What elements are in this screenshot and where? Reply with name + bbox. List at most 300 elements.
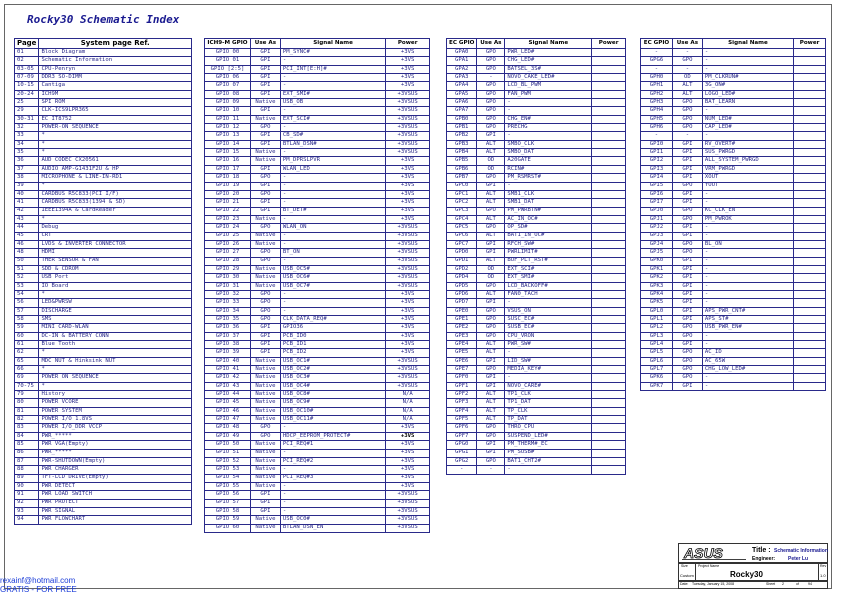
table-cell: GPL5	[641, 349, 673, 357]
table-cell: -	[702, 107, 793, 115]
table-cell	[592, 290, 626, 298]
table-cell: GPK0	[641, 257, 673, 265]
table-cell	[592, 49, 626, 57]
table-cell: USB_OC0#	[280, 516, 385, 524]
table-cell: +3VSUS	[386, 249, 430, 257]
table-cell: Native	[250, 416, 280, 424]
table-row	[447, 65, 626, 73]
table-row	[15, 207, 192, 215]
rev-label: Rev	[820, 564, 827, 568]
table-cell: AUDIO AMP-G1431F2U & HP	[39, 165, 192, 173]
table-row	[447, 349, 626, 357]
sheet-label: Sheet	[766, 582, 776, 586]
table-cell: 07-09	[15, 74, 39, 82]
table-cell	[592, 416, 626, 424]
table-row	[205, 49, 430, 57]
table-cell	[592, 357, 626, 365]
table-cell: 86	[15, 449, 39, 457]
table-cell: GPL1	[641, 316, 673, 324]
table-cell	[592, 391, 626, 399]
table-row	[205, 441, 430, 449]
table-cell: ALT	[672, 82, 702, 90]
table-cell: PWR_*****	[39, 432, 192, 440]
table-cell: -	[702, 382, 793, 390]
table-cell: +3VSUS	[386, 357, 430, 365]
table-cell: GPIO 23	[205, 215, 251, 223]
table-cell	[592, 199, 626, 207]
table-row	[15, 99, 192, 107]
table-cell: Native	[250, 407, 280, 415]
table-cell	[794, 132, 826, 140]
table-cell: SMB1_DAT	[505, 199, 592, 207]
table-row	[641, 324, 826, 332]
table-cell: -	[280, 466, 385, 474]
table-row	[447, 407, 626, 415]
table-cell: GPIO 00	[205, 49, 251, 57]
table-row	[641, 174, 826, 182]
table-row	[205, 349, 430, 357]
ec-gpio-table-1	[446, 38, 626, 475]
table-cell: GPO	[477, 332, 505, 340]
table-cell: Native	[250, 382, 280, 390]
table-cell: GPI	[672, 290, 702, 298]
table-cell: GPC7	[447, 240, 477, 248]
table-cell: +3VSUS	[386, 99, 430, 107]
table-cell: +3VS	[386, 474, 430, 482]
table-row	[15, 232, 192, 240]
table-cell: GPI	[672, 382, 702, 390]
table-cell: DISCHARGE	[39, 307, 192, 315]
table-cell: USB_OC10#	[280, 407, 385, 415]
table-row	[205, 407, 430, 415]
table-cell: PCB_ID0	[280, 332, 385, 340]
table-cell	[794, 274, 826, 282]
table-cell: -	[702, 49, 793, 57]
table-cell	[592, 240, 626, 248]
table-cell: +3VSUS	[386, 499, 430, 507]
table-cell: GPK5	[641, 299, 673, 307]
table-row	[205, 491, 430, 499]
table-cell: RFCH_SW#	[505, 240, 592, 248]
table-cell: -	[702, 199, 793, 207]
table-cell: +3VS	[386, 190, 430, 198]
table-cell: ALT	[477, 407, 505, 415]
table-cell: GPL2	[641, 324, 673, 332]
table-cell: +3VS	[386, 74, 430, 82]
table-cell: GPF2	[447, 391, 477, 399]
table-row	[205, 524, 430, 532]
table-cell: N/A	[386, 416, 430, 424]
table-cell: +3VS	[386, 307, 430, 315]
table-cell: 80	[15, 399, 39, 407]
table-cell: +3VSUS	[386, 274, 430, 282]
table-cell: CARDBUS R5C833(1394 & SD)	[39, 199, 192, 207]
table-cell	[592, 124, 626, 132]
table-cell: -	[280, 307, 385, 315]
table-row	[641, 82, 826, 90]
of-value: 94	[808, 582, 812, 586]
column-header: Power	[794, 39, 826, 49]
table-row	[15, 507, 192, 515]
table-row	[447, 324, 626, 332]
table-cell: GPO	[250, 190, 280, 198]
sheet-value: 2	[782, 582, 784, 586]
table-cell: MEDIA_KEY#	[505, 366, 592, 374]
table-cell: BT_DET#	[280, 207, 385, 215]
date-label: Date:	[680, 582, 689, 586]
watermark-free: GRATIS - FOR FREE	[0, 585, 77, 594]
table-cell: PWR LOAD SWITCH	[39, 491, 192, 499]
table-cell: GPO	[477, 432, 505, 440]
table-cell: GPO	[477, 49, 505, 57]
table-cell: -	[702, 341, 793, 349]
table-cell: +3VS	[386, 457, 430, 465]
table-cell: +3VSUS	[386, 240, 430, 248]
table-cell	[794, 349, 826, 357]
table-cell	[592, 140, 626, 148]
table-cell: 90	[15, 482, 39, 490]
table-cell: GPIO 15	[205, 149, 251, 157]
table-cell	[794, 299, 826, 307]
table-cell: SPI ROM	[39, 99, 192, 107]
table-cell: GPIO 22	[205, 207, 251, 215]
table-row	[447, 449, 626, 457]
table-cell: GPO	[477, 99, 505, 107]
table-cell	[592, 399, 626, 407]
table-cell: RCIN#	[505, 165, 592, 173]
table-cell: GPC1	[447, 190, 477, 198]
page-title: Rocky30 Schematic Index	[27, 13, 180, 26]
table-row	[15, 249, 192, 257]
table-cell: -	[672, 49, 702, 57]
table-cell: GPIO 31	[205, 282, 251, 290]
table-cell: ALT	[477, 215, 505, 223]
table-cell: GPIO 53	[205, 466, 251, 474]
table-cell: 39	[15, 182, 39, 190]
table-cell: TP_DAT	[505, 416, 592, 424]
table-cell: ALT	[477, 232, 505, 240]
table-cell: +3VS	[386, 441, 430, 449]
table-row	[15, 107, 192, 115]
table-row	[205, 332, 430, 340]
table-row	[205, 357, 430, 365]
table-row	[205, 207, 430, 215]
table-cell: PM_PWROK	[702, 215, 793, 223]
table-cell: GPI	[672, 257, 702, 265]
table-cell: GPO	[672, 249, 702, 257]
table-cell: +3VSUS	[386, 516, 430, 524]
table-cell: USB_OC2#	[280, 366, 385, 374]
table-cell: Native	[250, 115, 280, 123]
table-row	[15, 74, 192, 82]
table-cell: POWER-ON SEQUENCE	[39, 124, 192, 132]
column-header: Use As	[672, 39, 702, 49]
table-cell	[794, 232, 826, 240]
table-cell: GPI	[250, 74, 280, 82]
table-cell: 69	[15, 374, 39, 382]
table-cell: PWR_*****	[39, 449, 192, 457]
table-cell: Schematic Information	[39, 57, 192, 65]
table-cell: -	[280, 240, 385, 248]
table-cell: GPH0	[641, 74, 673, 82]
table-row	[205, 174, 430, 182]
table-cell: GPO	[672, 374, 702, 382]
table-cell: 29	[15, 107, 39, 115]
table-cell: +3VS	[386, 482, 430, 490]
table-cell	[794, 215, 826, 223]
table-cell: +3VS	[386, 349, 430, 357]
column-header: System page Ref.	[39, 39, 192, 49]
table-cell: GPE7	[447, 366, 477, 374]
table-cell: ICH9M	[39, 90, 192, 98]
table-cell	[794, 290, 826, 298]
table-cell: BT_ON	[280, 249, 385, 257]
table-cell: Native	[250, 265, 280, 273]
table-cell: PWR DETECT	[39, 482, 192, 490]
table-cell: GPO	[477, 124, 505, 132]
table-row	[15, 357, 192, 365]
table-row	[15, 174, 192, 182]
table-cell	[592, 207, 626, 215]
table-cell: GPIO 59	[205, 516, 251, 524]
table-row	[447, 382, 626, 390]
table-cell: DC-IN & BATTERY CONN	[39, 332, 192, 340]
table-row	[15, 140, 192, 148]
table-cell	[592, 74, 626, 82]
table-cell: +3VS	[386, 341, 430, 349]
table-cell: -	[280, 491, 385, 499]
table-cell: GPO	[477, 57, 505, 65]
table-cell: GPD0	[447, 249, 477, 257]
table-cell: GPF5	[447, 416, 477, 424]
table-row	[447, 90, 626, 98]
table-cell: USB_OC5#	[280, 265, 385, 273]
table-cell: +3VS	[386, 57, 430, 65]
table-cell: GPC2	[447, 199, 477, 207]
table-cell: GPIO 26	[205, 240, 251, 248]
table-cell: GPD2	[447, 265, 477, 273]
table-row	[15, 499, 192, 507]
table-cell	[592, 99, 626, 107]
table-cell: KC_CLK_EN	[702, 207, 793, 215]
table-cell: GPI	[672, 265, 702, 273]
table-cell: GPL7	[641, 366, 673, 374]
table-cell: GPO	[672, 99, 702, 107]
table-cell	[794, 332, 826, 340]
table-cell: MDC NUT & Hinksink NUT	[39, 357, 192, 365]
table-cell: 51	[15, 265, 39, 273]
table-cell: GPO	[250, 299, 280, 307]
table-cell	[794, 207, 826, 215]
table-cell: GPA4	[447, 82, 477, 90]
table-cell: -	[702, 232, 793, 240]
table-cell: CRT	[39, 232, 192, 240]
table-row	[641, 157, 826, 165]
table-cell: 20-24	[15, 90, 39, 98]
table-row	[205, 424, 430, 432]
table-cell: GPJ2	[641, 224, 673, 232]
table-cell: GPIO 30	[205, 274, 251, 282]
table-cell: +3VS	[386, 299, 430, 307]
table-cell: GPI	[672, 199, 702, 207]
table-cell: -	[505, 182, 592, 190]
table-row	[641, 99, 826, 107]
table-cell	[794, 157, 826, 165]
table-cell: Native	[250, 274, 280, 282]
table-cell: ALL_SYSTEM_PWRGD	[702, 157, 793, 165]
table-cell: 10-15	[15, 82, 39, 90]
table-cell: *	[39, 132, 192, 140]
table-cell: +3VS	[386, 82, 430, 90]
table-cell	[592, 449, 626, 457]
table-row	[205, 416, 430, 424]
table-row	[447, 149, 626, 157]
table-cell: GPA3	[447, 74, 477, 82]
table-cell: 36	[15, 157, 39, 165]
table-row	[15, 432, 192, 440]
table-cell: Native	[250, 157, 280, 165]
table-cell: 44	[15, 224, 39, 232]
table-cell: GPIO 10	[205, 107, 251, 115]
table-row	[205, 507, 430, 515]
table-row	[205, 74, 430, 82]
table-cell: GPO	[672, 182, 702, 190]
table-row	[205, 65, 430, 73]
table-cell: -	[477, 466, 505, 474]
table-cell	[592, 149, 626, 157]
table-row	[15, 124, 192, 132]
table-cell: AC_IN_OC#	[505, 215, 592, 223]
table-cell: GPI7	[641, 199, 673, 207]
table-cell: GPI	[250, 507, 280, 515]
table-cell: GPH4	[641, 107, 673, 115]
table-cell: HDMI	[39, 249, 192, 257]
table-cell: 33	[15, 132, 39, 140]
table-cell: CHG_LED#	[505, 57, 592, 65]
table-cell: CPU_VRON	[505, 332, 592, 340]
table-cell: 40	[15, 190, 39, 198]
table-cell: GPI	[477, 357, 505, 365]
table-cell: -	[702, 332, 793, 340]
table-cell: PWR PROTECT	[39, 499, 192, 507]
table-cell: 38	[15, 174, 39, 182]
table-cell	[592, 432, 626, 440]
table-row	[15, 382, 192, 390]
table-cell: GPI	[477, 249, 505, 257]
table-cell	[592, 382, 626, 390]
table-cell: +3VSUS	[386, 90, 430, 98]
table-cell: GPO	[477, 107, 505, 115]
table-cell: GPO	[672, 215, 702, 223]
table-cell: -	[280, 482, 385, 490]
table-cell: GPIO 46	[205, 407, 251, 415]
table-cell: GPA1	[447, 57, 477, 65]
table-cell: 65	[15, 357, 39, 365]
table-row	[641, 257, 826, 265]
table-cell: GPIO 16	[205, 157, 251, 165]
table-row	[205, 257, 430, 265]
table-cell: BAT_LEARN	[702, 99, 793, 107]
table-row	[205, 449, 430, 457]
table-cell: GPB2	[447, 132, 477, 140]
table-cell: IEEE1394A & CardReader	[39, 207, 192, 215]
table-row	[447, 240, 626, 248]
table-cell: GPL6	[641, 357, 673, 365]
table-cell: -	[702, 224, 793, 232]
table-cell: GPO	[672, 207, 702, 215]
table-row	[15, 224, 192, 232]
table-cell: YOUT	[702, 182, 793, 190]
table-row	[447, 441, 626, 449]
table-cell: CPU-Penryn	[39, 65, 192, 73]
table-cell: +3VS	[386, 449, 430, 457]
table-cell: 53	[15, 282, 39, 290]
table-row	[15, 115, 192, 123]
table-row	[205, 341, 430, 349]
table-row	[205, 432, 430, 440]
table-cell: GPH2	[641, 90, 673, 98]
table-cell: SDD & CDROM	[39, 265, 192, 273]
table-cell: Native	[250, 524, 280, 532]
table-cell: -	[477, 74, 505, 82]
table-cell: N/A	[386, 399, 430, 407]
table-row	[447, 332, 626, 340]
table-cell	[592, 57, 626, 65]
title-block	[678, 543, 828, 589]
table-cell: +3VS	[386, 316, 430, 324]
table-row	[15, 82, 192, 90]
table-cell: GPG6	[641, 57, 673, 65]
table-cell: GPIO 21	[205, 199, 251, 207]
table-cell: GPO	[477, 316, 505, 324]
table-cell: GPI	[672, 165, 702, 173]
table-row	[447, 432, 626, 440]
table-cell: GPI	[250, 341, 280, 349]
table-cell: GPIO 14	[205, 140, 251, 148]
table-cell: GPI	[250, 182, 280, 190]
table-cell: GPO	[477, 65, 505, 73]
table-cell: Native	[250, 449, 280, 457]
table-cell: WLAN_LED	[280, 165, 385, 173]
table-cell: LOGO_LED#	[702, 90, 793, 98]
table-cell: 37	[15, 165, 39, 173]
table-cell: *	[39, 366, 192, 374]
table-cell: GPIO 38	[205, 341, 251, 349]
table-cell: -	[505, 466, 592, 474]
table-row	[15, 307, 192, 315]
table-row	[15, 491, 192, 499]
table-cell: GPI	[250, 349, 280, 357]
table-cell: -	[280, 449, 385, 457]
table-cell: GPL3	[641, 332, 673, 340]
table-cell: APS_PWR_CNT#	[702, 307, 793, 315]
size-label: Size	[681, 564, 688, 568]
table-cell: NUM_LED#	[702, 115, 793, 123]
table-cell: BTLAN_DSN_EN	[280, 524, 385, 532]
table-cell: GPB1	[447, 124, 477, 132]
table-row	[15, 165, 192, 173]
table-cell: USB Port	[39, 274, 192, 282]
table-cell: CAP_LED#	[702, 124, 793, 132]
table-cell: PM_THERM#_EC	[505, 441, 592, 449]
table-cell: ALT	[672, 90, 702, 98]
table-row	[447, 424, 626, 432]
table-cell: GPIO 41	[205, 366, 251, 374]
table-row	[205, 99, 430, 107]
table-cell	[794, 115, 826, 123]
table-row	[641, 124, 826, 132]
table-row	[447, 82, 626, 90]
